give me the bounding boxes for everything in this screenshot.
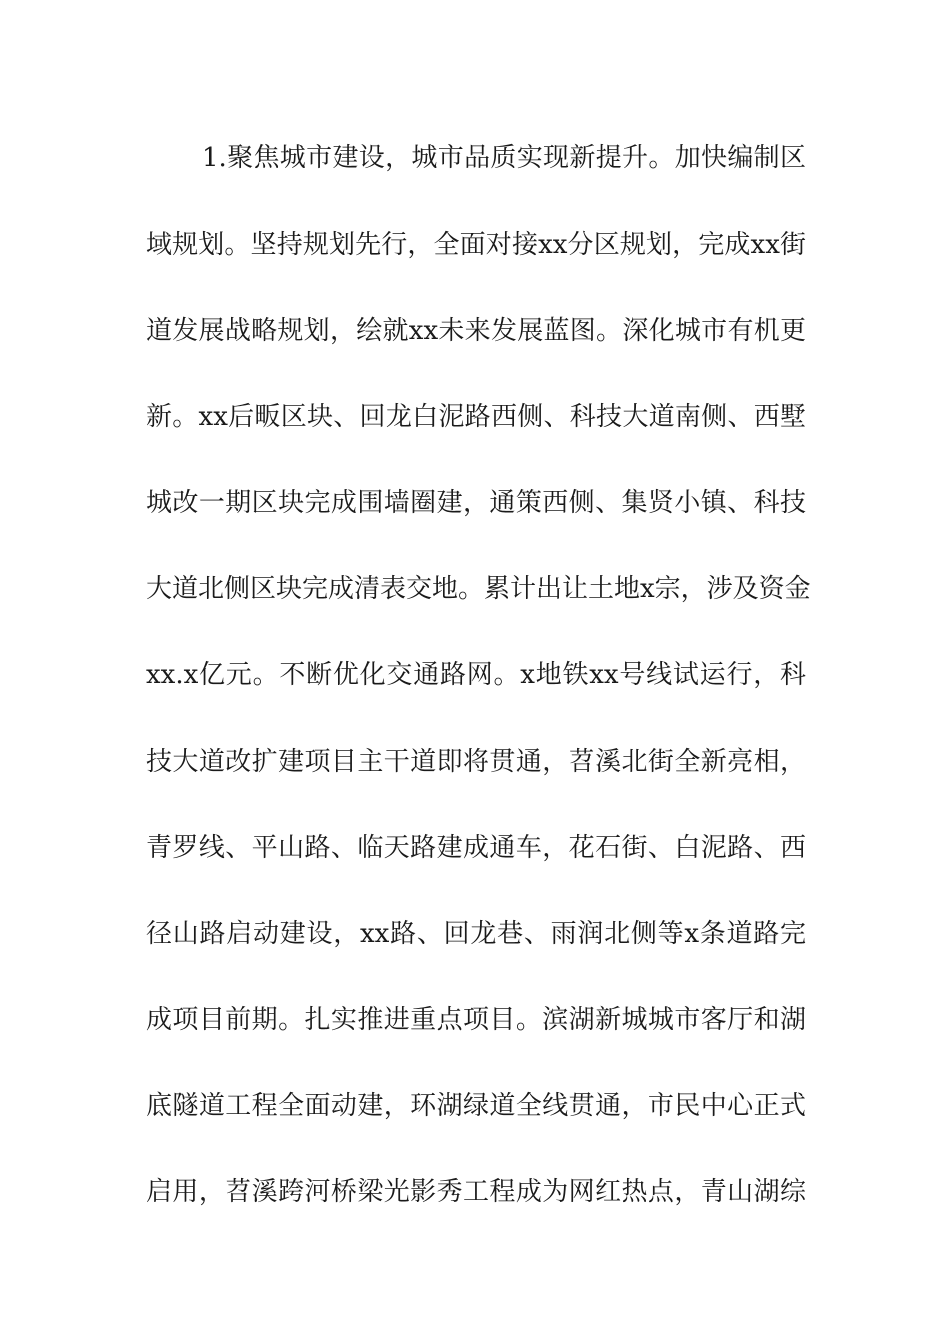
text-line: 底隧道工程全面动建，环湖绿道全线贯通，市民中心正式	[146, 1091, 806, 1121]
text-line: 青罗线、平山路、临天路建成通车，花石街、白泥路、西	[146, 833, 806, 863]
text-line: 域规划。坚持规划先行，全面对接xx分区规划，完成xx街	[146, 230, 806, 260]
text-line: 1.聚焦城市建设，城市品质实现新提升。加快编制区	[202, 143, 806, 173]
text-line: 城改一期区块完成围墙圈建，通策西侧、集贤小镇、科技	[146, 488, 806, 518]
text-line: 道发展战略规划，绘就xx未来发展蓝图。深化城市有机更	[146, 316, 806, 346]
text-line: 技大道改扩建项目主干道即将贯通，苕溪北街全新亮相，	[146, 747, 806, 777]
text-line: 新。xx后畈区块、回龙白泥路西侧、科技大道南侧、西墅	[146, 402, 806, 432]
text-line: xx.x亿元。不断优化交通路网。x地铁xx号线试运行，科	[146, 660, 806, 690]
text-line: 大道北侧区块完成清表交地。累计出让土地x宗，涉及资金	[146, 574, 811, 604]
text-line: 径山路启动建设，xx路、回龙巷、雨润北侧等x条道路完	[146, 919, 806, 949]
text-line: 启用，苕溪跨河桥梁光影秀工程成为网红热点，青山湖综	[146, 1177, 806, 1207]
text-line: 成项目前期。扎实推进重点项目。滨湖新城城市客厅和湖	[146, 1005, 806, 1035]
